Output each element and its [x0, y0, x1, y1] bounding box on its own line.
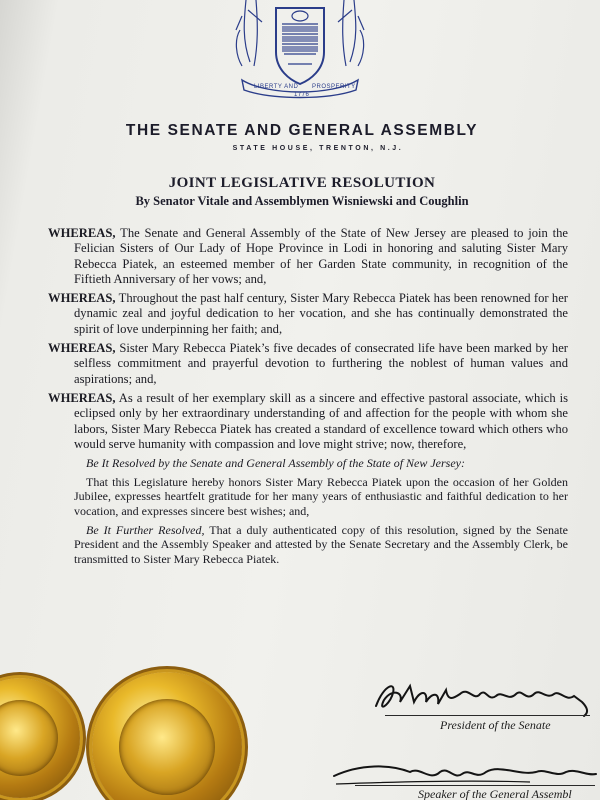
seal-year: 1776: [294, 92, 310, 98]
whereas-clause-3: [48, 341, 568, 387]
issuer-address: STATE HOUSE, TRENTON, N.J.: [232, 145, 404, 152]
whereas-text: Sister Mary Rebecca Piatek’s five decades of consecrated life have been marked by her selfless commitment and prayerful devotion to furthering the noblest of human values and aspirations; and,: [74, 341, 568, 386]
resolved-heading: Be It Resolved by the Senate and General Assembly of the State of New Jersey:: [86, 456, 465, 471]
whereas-keyword: WHEREAS,: [48, 291, 116, 306]
whereas-keyword: WHEREAS,: [48, 341, 116, 356]
speaker-title: Speaker of the General Assembl: [418, 787, 572, 800]
whereas-text: As a result of her exemplary skill as a sincere and effective pastoral associate, which is eclipsed only by her extraordinary understanding of and affection for the people with whom she labors, Sister Mary Rebecca Piatek has created a standard of excellence toward which others who would serve humanity with compassion and love might strive; now, therefore,: [74, 390, 568, 451]
gold-foil-seal: [0, 678, 80, 798]
state-seal: [228, 0, 373, 100]
gold-foil-seal: [92, 672, 242, 800]
whereas-text: The Senate and General Assembly of the State of New Jersey are pleased to join the Felician Sisters of Our Lady of Hope Province in Lodi in honoring and saluting Sister Mary Rebecca Piatek, an esteemed member of her Garden State community, in recognition of the Fiftieth Anniversary of her vows; and,: [74, 226, 568, 286]
seal-motto-left: LIBERTY AND: [254, 84, 299, 90]
president-signature-line: [385, 715, 590, 716]
whereas-clause-2: [48, 291, 568, 337]
seal-motto-right: PROSPERITY: [312, 84, 356, 90]
speaker-signature-line: [355, 785, 595, 786]
whereas-clause-4: [48, 391, 568, 452]
whereas-keyword: WHEREAS,: [48, 226, 116, 240]
issuer-title: THE SENATE AND GENERAL ASSEMBLY: [125, 122, 479, 139]
resolution-body: [48, 226, 568, 570]
whereas-text: Throughout the past half century, Sister Mary Rebecca Piatek has been renowned for her dynamic zeal and joyful dedication to her vocation, and she has continually demonstrated the spirit of love underpinning her faith; and,: [74, 291, 569, 336]
whereas-clause-1: [48, 226, 568, 287]
resolution-sponsors: By Senator Vitale and Assemblymen Wisniewski and Coughlin: [135, 194, 469, 208]
further-resolved-text: That a duly authenticated copy of this resolution, signed by the Senate President and the Assembly Speaker and attested by the Senate Secretary and the Assembly Clerk, be transmitted to Sister Mary Rebecca Piatek.: [74, 522, 568, 566]
further-resolved-clause: [48, 523, 568, 567]
whereas-keyword: WHEREAS,: [48, 390, 116, 405]
president-title: President of the Senate: [440, 718, 551, 732]
further-resolved-heading: Be It Further Resolved,: [86, 522, 205, 537]
resolved-clause: That this Legislature hereby honors Sister Mary Rebecca Piatek upon the occasion of her Golden Jubilee, expresses heartfelt gratitude for her many years of enthusiastic and faithful dedication to her vocation, and expresses sincere best wishes; and,: [74, 474, 568, 518]
resolution-title: JOINT LEGISLATIVE RESOLUTION: [168, 175, 436, 191]
